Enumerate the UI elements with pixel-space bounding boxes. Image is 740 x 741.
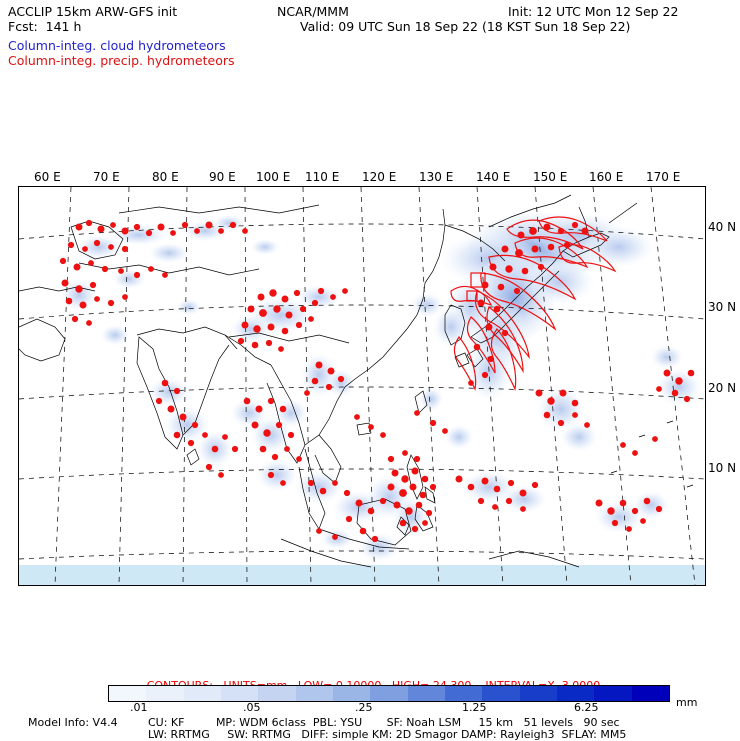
colorbar — [108, 685, 670, 702]
colorbar-swatch — [520, 686, 557, 701]
lon-tick-160E: 160 E — [589, 170, 624, 184]
colorbar-swatch — [258, 686, 295, 701]
lon-tick-100E: 100 E — [256, 170, 291, 184]
lon-tick-70E: 70 E — [93, 170, 120, 184]
map-plot-area[interactable] — [18, 186, 706, 586]
lon-tick-60E: 60 E — [34, 170, 61, 184]
colorbar-swatch — [109, 686, 146, 701]
lon-tick-80E: 80 E — [152, 170, 179, 184]
lat-tick-40N: 40 N — [708, 220, 737, 234]
colorbar-swatch — [221, 686, 258, 701]
lon-tick-150E: 150 E — [533, 170, 568, 184]
colorbar-swatch — [594, 686, 631, 701]
lat-tick-20N: 20 N — [708, 381, 737, 395]
header-init-time: Init: 12 UTC Mon 12 Sep 22 — [508, 4, 679, 19]
colorbar-tick-3: 1.25 — [462, 701, 487, 714]
colorbar-swatch — [408, 686, 445, 701]
colorbar-swatch — [632, 686, 669, 701]
lon-tick-120E: 120 E — [362, 170, 397, 184]
colorbar-swatch — [482, 686, 519, 701]
header-valid-time: Valid: 09 UTC Sun 18 Sep 22 (18 KST Sun 18 Sep 22) — [300, 19, 631, 34]
colorbar-swatch — [184, 686, 221, 701]
colorbar-swatch — [445, 686, 482, 701]
lon-tick-110E: 110 E — [305, 170, 340, 184]
header-forecast-hour: Fcst: 141 h — [8, 19, 82, 34]
colorbar-tick-4: 6.25 — [574, 701, 599, 714]
lon-tick-170E: 170 E — [646, 170, 681, 184]
model-info-label: Model Info: V4.4 — [28, 716, 118, 729]
lon-tick-140E: 140 E — [476, 170, 511, 184]
colorbar-unit-label: mm — [676, 696, 698, 709]
lon-tick-130E: 130 E — [419, 170, 454, 184]
lon-tick-90E: 90 E — [209, 170, 236, 184]
colorbar-swatch — [557, 686, 594, 701]
colorbar-swatch — [146, 686, 183, 701]
model-config-line1: CU: KF MP: WDM 6class PBL: YSU SF: Noah LSM 15 km 51 levels 90 sec — [148, 716, 620, 729]
header-center-org: NCAR/MMM — [277, 4, 349, 19]
model-config-line2: LW: RRTMG SW: RRTMG DIFF: simple KM: 2D Smagor DAMP: Rayleigh3 SFLAY: MM5 — [148, 728, 627, 741]
field-label-precip: Column-integ. precip. hydrometeors — [8, 53, 235, 68]
lat-tick-10N: 10 N — [708, 461, 737, 475]
colorbar-tick-2: .25 — [355, 701, 373, 714]
colorbar-tick-0: .01 — [130, 701, 148, 714]
lat-tick-30N: 30 N — [708, 300, 737, 314]
header-title-left: ACCLIP 15km ARW-GFS init — [8, 4, 178, 19]
colorbar-tick-1: .05 — [243, 701, 261, 714]
field-label-cloud: Column-integ. cloud hydrometeors — [8, 38, 226, 53]
map-svg — [19, 187, 705, 585]
colorbar-swatch — [296, 686, 333, 701]
colorbar-swatch — [333, 686, 370, 701]
colorbar-swatch — [370, 686, 407, 701]
